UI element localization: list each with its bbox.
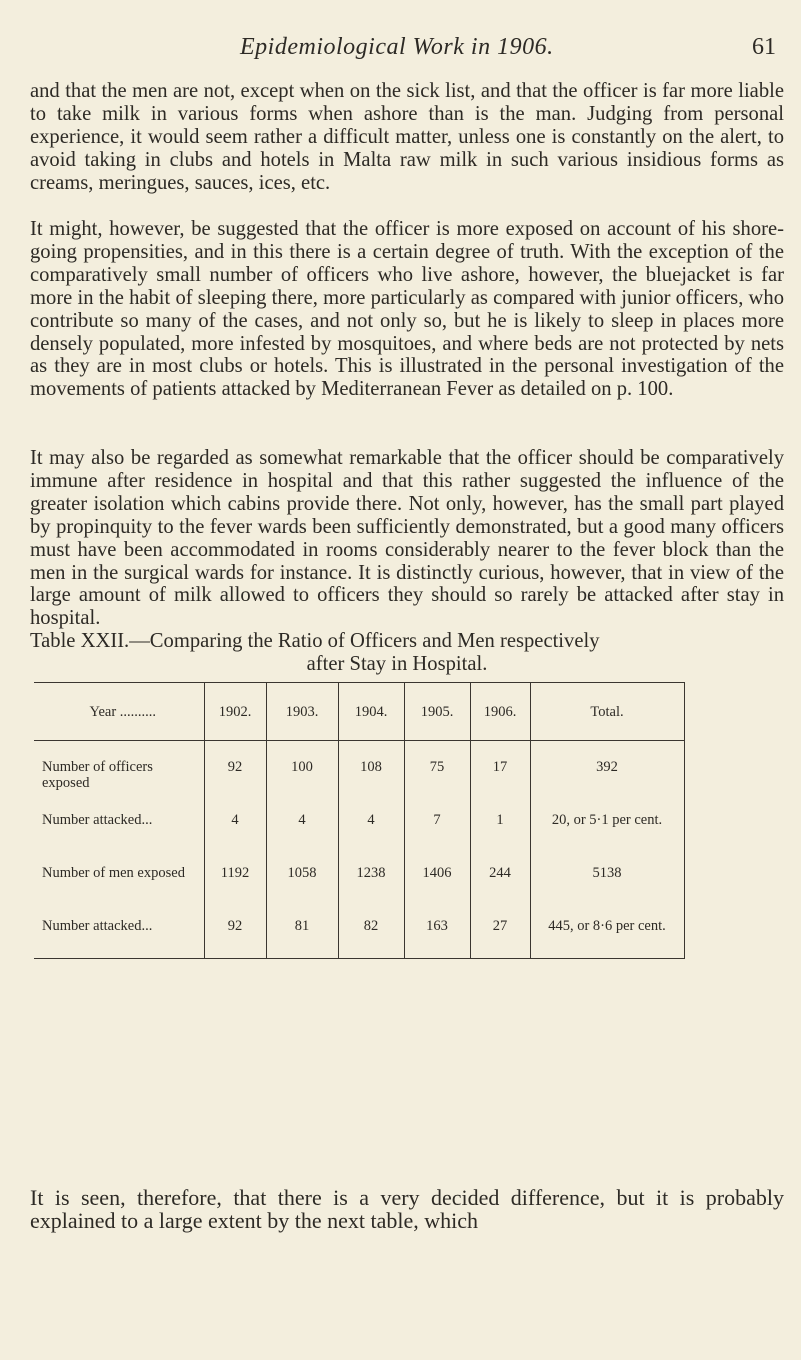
paragraph-3: It may also be regarded as somewhat remarkable that the officer should be comparatively immune after residence in hospital and that this rather suggested the influence of the greater isolation which cabins provide there. Not only, however, has the small part played by propinquity to the fever wards been sufficiently demonstrated, but a good many officers must have been accommodated in rooms considerably nearer to the fever block than the men in the surgical wards for instance. It is distinctly curious, however, that in view of the large amount of milk allowed to officers they should so rarely be attacked after stay in hospital. <box>30 447 784 630</box>
table-cell: 244 <box>470 847 530 900</box>
table-cell: 20, or 5·1 per cent. <box>530 794 684 847</box>
header-year: Year .......... <box>34 683 204 741</box>
table-cell: 4 <box>204 794 266 847</box>
table-row <box>34 794 684 847</box>
table-cell: 27 <box>470 900 530 959</box>
row-label: Number attacked... <box>42 812 153 828</box>
data-table <box>34 682 685 959</box>
table-header-row <box>34 683 684 741</box>
page-number: 61 <box>752 34 776 60</box>
header-1902: 1902. <box>204 683 266 741</box>
table-cell: 7 <box>404 794 470 847</box>
table-cell: 1192 <box>204 847 266 900</box>
header-total: Total. <box>530 683 684 741</box>
table-cell: 108 <box>338 741 404 795</box>
header-1903: 1903. <box>266 683 338 741</box>
table-caption-line-1: Table XXII.—Comparing the Ratio of Officers and Men respectively <box>30 630 600 652</box>
table-cell: 4 <box>338 794 404 847</box>
table-cell: 92 <box>204 900 266 959</box>
table-caption <box>30 630 784 676</box>
table-cell: 1238 <box>338 847 404 900</box>
table-cell: 163 <box>404 900 470 959</box>
header-1905: 1905. <box>404 683 470 741</box>
row-label: Number of men exposed <box>42 865 185 881</box>
table-cell: 17 <box>470 741 530 795</box>
row-label: Number of officers exposed <box>42 759 153 791</box>
table-cell: 445, or 8·6 per cent. <box>530 900 684 959</box>
table-row <box>34 847 684 900</box>
table-cell: 1058 <box>266 847 338 900</box>
table-cell: 5138 <box>530 847 684 900</box>
header-1906: 1906. <box>470 683 530 741</box>
table-cell: 4 <box>266 794 338 847</box>
running-head-title: Epidemiological Work in 1906. <box>240 34 554 60</box>
paragraph-2: It might, however, be suggested that the officer is more exposed on account of his shore-going propensities, and in this there is a certain degree of truth. With the exception of the comparatively small number of officers who live ashore, however, the bluejacket is far more in the habit of sleeping there, more particularly as compared with junior officers, who contribute so many of the cases, and not only so, but he is likely to sleep in places more densely populated, more infested by mosquitoes, and where beds are not protected by nets as they are in most clubs or hotels. This is illustrated in the personal investigation of the movements of patients attacked by Mediterranean Fever as detailed on p. 100. <box>30 218 784 401</box>
table-cell: 1406 <box>404 847 470 900</box>
table-cell: 1 <box>470 794 530 847</box>
running-head <box>0 34 801 64</box>
paragraph-1: and that the men are not, except when on the sick list, and that the officer is far more liable to take milk in various forms when ashore than is the man. Judging from personal experience, it would seem rather a difficult matter, unless one is constantly on the alert, to avoid taking in clubs and hotels in Malta raw milk in such various insidious forms as creams, meringues, sauces, ices, etc. <box>30 80 784 194</box>
table-cell: 100 <box>266 741 338 795</box>
header-1904: 1904. <box>338 683 404 741</box>
table-cell: 75 <box>404 741 470 795</box>
table-cell: 392 <box>530 741 684 795</box>
table-cell: 81 <box>266 900 338 959</box>
table-cell: 82 <box>338 900 404 959</box>
table-cell: 92 <box>204 741 266 795</box>
table-row <box>34 900 684 959</box>
table-caption-line-2: after Stay in Hospital. <box>306 652 488 675</box>
closing-paragraph: It is seen, therefore, that there is a very decided difference, but it is probably explained to a large extent by the next table, which <box>30 1185 784 1233</box>
row-label: Number attacked... <box>34 900 204 959</box>
table-row <box>34 741 684 795</box>
